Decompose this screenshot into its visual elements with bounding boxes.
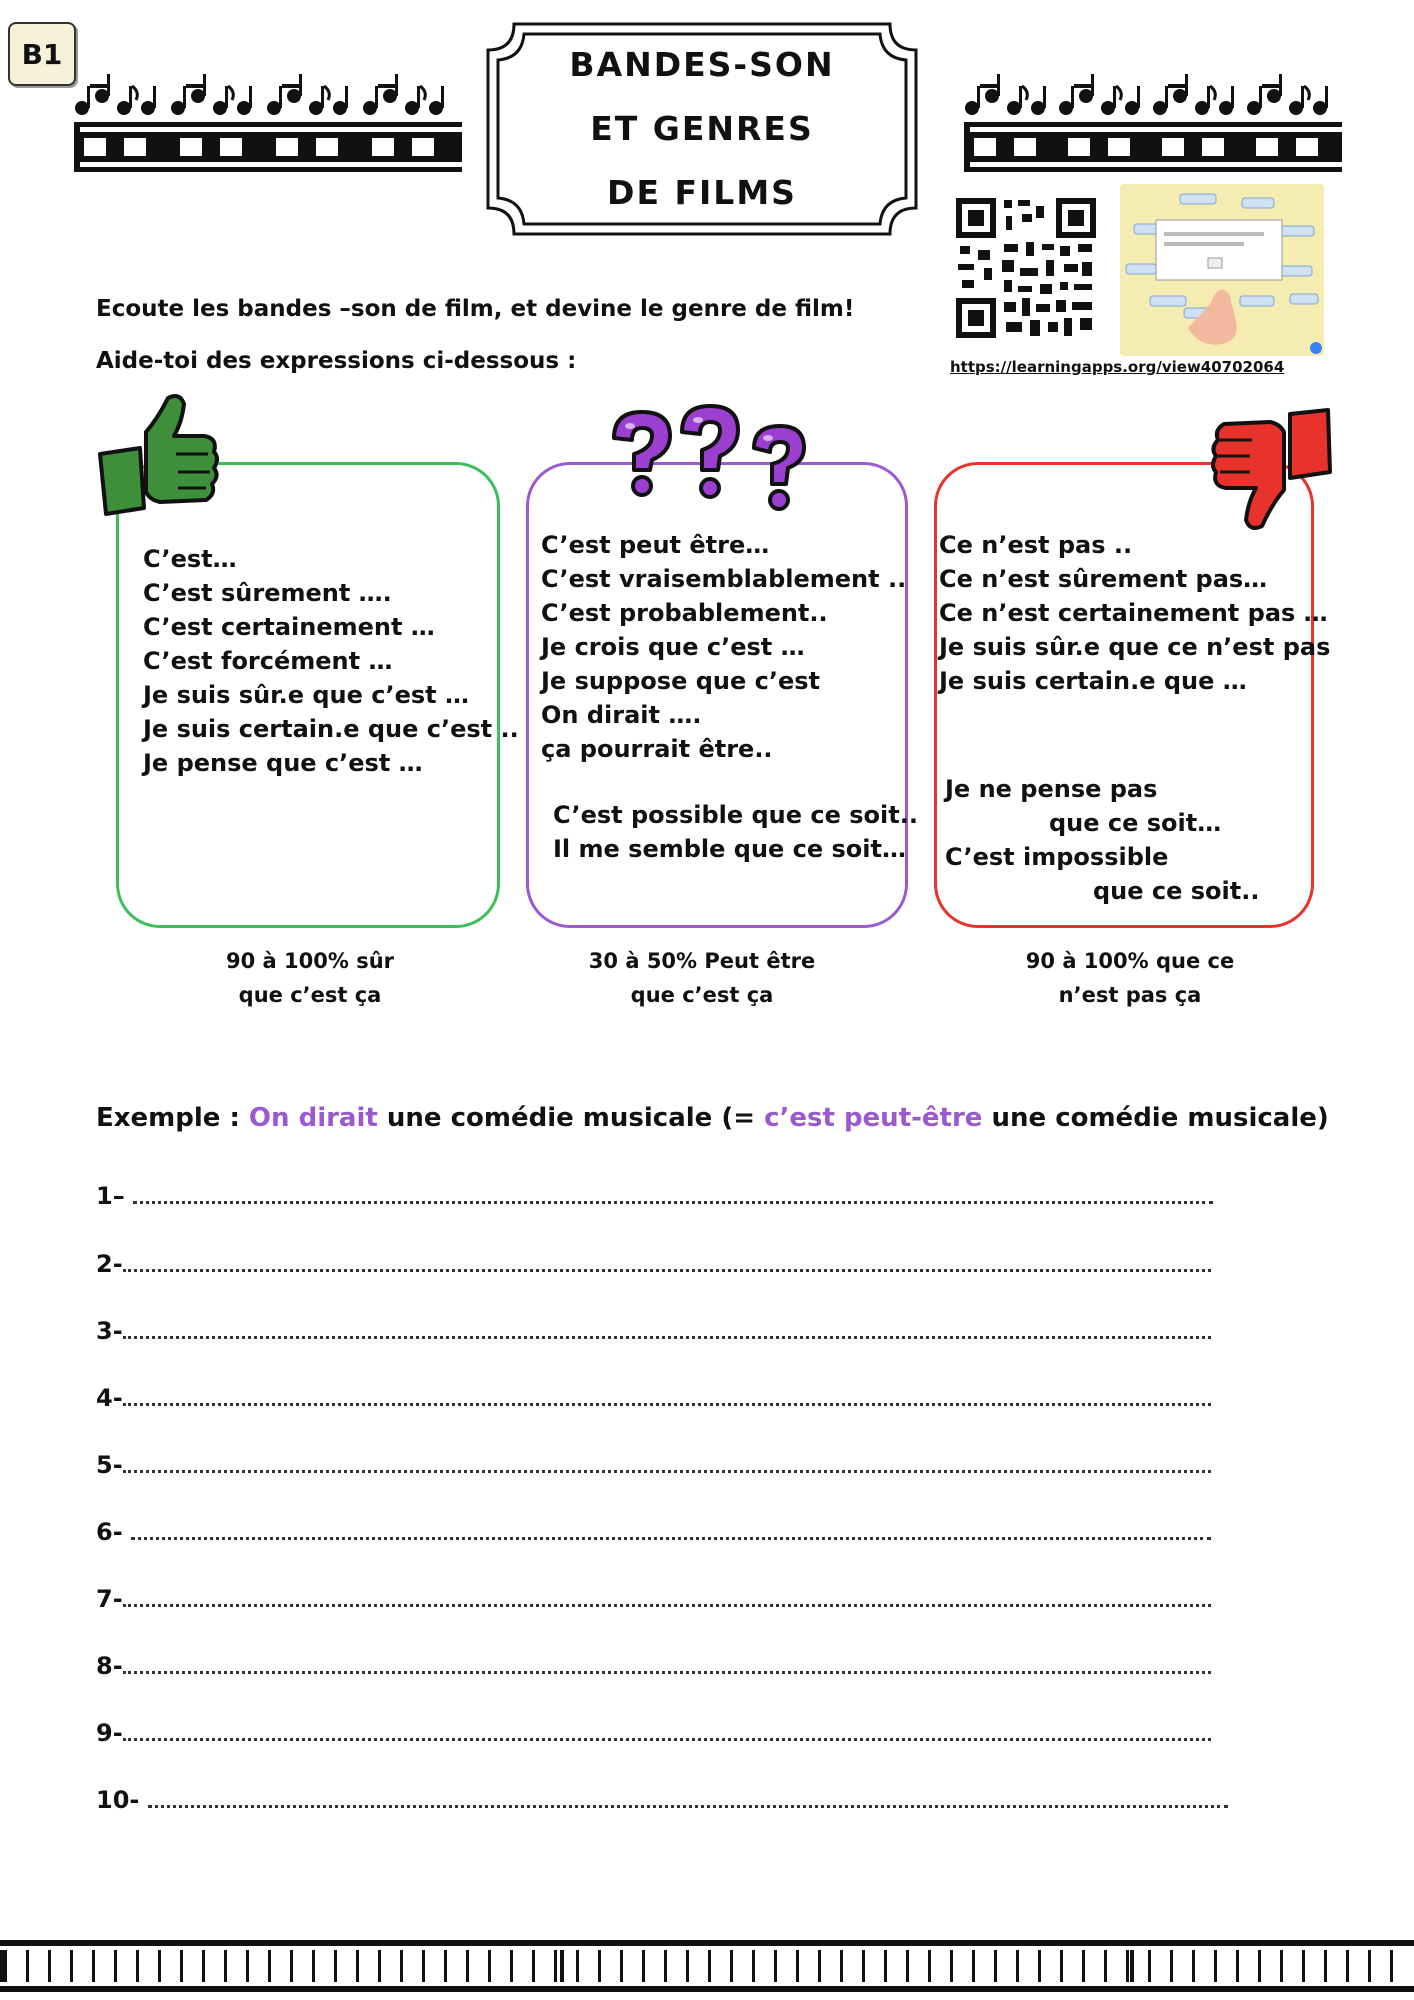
answer-blank[interactable] <box>123 1653 1211 1674</box>
expression-line: que ce soit… <box>1049 809 1222 837</box>
answer-number: 10- <box>96 1786 140 1814</box>
example-phrase-1: On dirait <box>248 1103 378 1133</box>
expression-line: Il me semble que ce soit… <box>553 835 906 863</box>
app-preview-image <box>1120 184 1324 356</box>
answer-blank[interactable] <box>131 1519 1211 1540</box>
expression-line: C’est forcément … <box>143 647 393 675</box>
caption-sure <box>160 944 460 1012</box>
expression-line: Je ne pense pas <box>945 775 1158 803</box>
thumbs-up-icon <box>96 392 224 522</box>
answer-number: 8- <box>96 1652 123 1680</box>
answer-line[interactable] <box>96 1384 1211 1412</box>
answer-blank[interactable] <box>123 1586 1211 1607</box>
answer-blank[interactable] <box>123 1720 1211 1741</box>
answer-blank[interactable] <box>123 1251 1211 1272</box>
caption-line: n’est pas ça <box>1058 983 1202 1007</box>
answer-blank[interactable] <box>123 1318 1211 1339</box>
answer-line[interactable] <box>96 1451 1211 1479</box>
expression-line: C’est probablement.. <box>541 599 828 627</box>
answer-number: 9- <box>96 1719 123 1747</box>
example-text-1: une comédie musicale (= <box>377 1103 765 1133</box>
level-badge: B1 <box>8 22 76 86</box>
film-strip-notes-right-icon <box>962 68 1344 174</box>
expression-line: Je suis certain.e que c’est .. <box>143 715 519 743</box>
expression-line: C’est peut être… <box>541 531 770 559</box>
card-maybe <box>526 462 918 928</box>
title-line-3: DE FILMS <box>607 173 797 212</box>
expression-line: Je suis certain.e que … <box>939 667 1247 695</box>
answer-number: 4- <box>96 1384 123 1412</box>
answer-number: 7- <box>96 1585 123 1613</box>
expression-line: Ce n’est pas .. <box>939 531 1133 559</box>
caption-not <box>980 944 1280 1012</box>
expression-line: Je crois que c’est … <box>541 633 805 661</box>
caption-line: 30 à 50% Peut être <box>588 949 816 973</box>
answer-blank[interactable] <box>133 1183 1213 1204</box>
caption-line: que c’est ça <box>630 983 774 1007</box>
expression-line: C’est… <box>143 545 237 573</box>
answer-line[interactable] <box>96 1317 1211 1345</box>
expression-line: C’est certainement … <box>143 613 435 641</box>
film-strip-notes-left-icon <box>72 68 464 174</box>
answer-line[interactable] <box>96 1182 1213 1210</box>
example-label: Exemple : <box>96 1103 249 1133</box>
answer-number: 3- <box>96 1317 123 1345</box>
example-sentence <box>96 1103 1329 1133</box>
answer-blank[interactable] <box>123 1385 1211 1406</box>
film-strip-bottom-icon <box>0 1938 1414 1994</box>
expression-line: Ce n’est certainement pas … <box>939 599 1328 627</box>
expression-line: Je suis sûr.e que c’est … <box>143 681 469 709</box>
answer-blank[interactable] <box>123 1452 1211 1473</box>
help-text: Aide-toi des expressions ci-dessous : <box>96 348 577 374</box>
caption-line: que c’est ça <box>238 983 382 1007</box>
expression-line: C’est impossible <box>945 843 1169 871</box>
expression-line: C’est vraisemblablement .. <box>541 565 907 593</box>
expression-line: C’est possible que ce soit.. <box>553 801 918 829</box>
answer-line[interactable] <box>96 1518 1211 1546</box>
app-preview-icon <box>1120 184 1324 356</box>
caption-line: 90 à 100% que ce <box>1025 949 1235 973</box>
title-ticket <box>484 20 920 238</box>
answer-blank[interactable] <box>148 1787 1228 1808</box>
caption-maybe <box>552 944 852 1012</box>
qr-code-icon <box>956 198 1096 338</box>
answer-number: 6- <box>96 1518 123 1546</box>
example-phrase-2: c’est peut-être <box>764 1103 983 1133</box>
answer-number: 2- <box>96 1250 123 1278</box>
example-text-2: une comédie musicale) <box>982 1103 1329 1133</box>
learningapps-link[interactable]: https://learningapps.org/view40702064 <box>950 358 1285 376</box>
title-line-2: ET GENRES <box>590 109 814 148</box>
expression-line: Je suppose que c’est <box>541 667 820 695</box>
expression-line: Je suis sûr.e que ce n’est pas <box>939 633 1331 661</box>
answer-line[interactable] <box>96 1652 1211 1680</box>
thumbs-down-icon <box>1204 400 1334 536</box>
expression-line: que ce soit.. <box>1093 877 1260 905</box>
caption-line: 90 à 100% sûr <box>225 949 394 973</box>
expression-line: ça pourrait être.. <box>541 735 773 763</box>
expression-line: On dirait …. <box>541 701 702 729</box>
answer-line[interactable] <box>96 1719 1211 1747</box>
answer-line[interactable] <box>96 1250 1211 1278</box>
answer-number: 1– <box>96 1182 125 1210</box>
answer-line[interactable] <box>96 1786 1228 1814</box>
answer-line[interactable] <box>96 1585 1211 1613</box>
card-sure <box>116 462 519 928</box>
expression-line: Ce n’est sûrement pas… <box>939 565 1268 593</box>
page-title <box>484 20 920 238</box>
answer-number: 5- <box>96 1451 123 1479</box>
question-marks-icon <box>604 404 824 516</box>
expression-line: C’est sûrement …. <box>143 579 392 607</box>
instruction-text: Ecoute les bandes –son de film, et devine le genre de film! <box>96 296 855 322</box>
expression-line: Je pense que c’est … <box>143 749 423 777</box>
title-line-1: BANDES-SON <box>569 45 835 84</box>
